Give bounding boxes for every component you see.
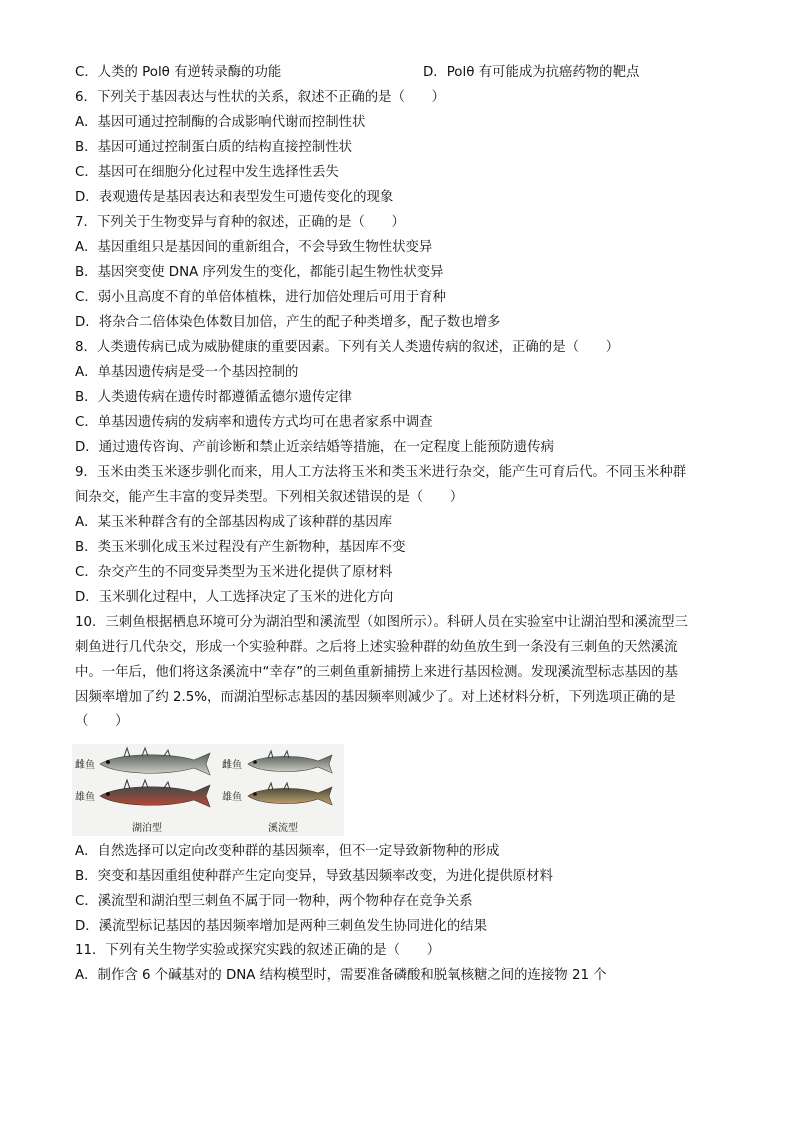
q10-option-a: A．自然选择可以定向改变种群的基因频率，但不一定导致新物种的形成 [75, 844, 500, 859]
q10-option-d: D．溪流型标记基因的基因频率增加是两种三刺鱼发生协同进化的结果 [75, 919, 488, 934]
q7-option-d: D．将杂合二倍体染色体数目加倍，产生的配子种类增多，配子数也增多 [75, 315, 501, 330]
q6-stem: 6．下列关于基因表达与性状的关系，叙述不正确的是（ ） [75, 90, 446, 105]
q8-option-a: A．单基因遗传病是受一个基因控制的 [75, 365, 299, 380]
stream-male-label: 雄鱼 [222, 792, 242, 803]
q7-option-c: C．弱小且高度不育的单倍体植株，进行加倍处理后可用于育种 [75, 290, 446, 305]
q10-option-b: B．突变和基因重组使种群产生定向变异，导致基因频率改变，为进化提供原材料 [75, 869, 553, 884]
lake-type-caption: 湖泊型 [132, 823, 162, 834]
lake-female-label: 雌鱼 [75, 760, 95, 771]
stickleback-figure [72, 744, 344, 836]
q9-option-b: B．类玉米驯化成玉米过程没有产生新物种，基因库不变 [75, 540, 406, 555]
q5-option-c: C．人类的 Polθ 有逆转录酶的功能 [75, 65, 282, 80]
q7-stem: 7．下列关于生物变异与育种的叙述，正确的是（ ） [75, 215, 405, 230]
q9-stem-line2: 间杂交，能产生丰富的变异类型。下列相关叙述错误的是（ ） [75, 490, 464, 505]
q6-option-a: A．基因可通过控制酶的合成影响代谢而控制性状 [75, 115, 366, 130]
q10-stem-line4: 因频率增加了约 2.5%，而湖泊型标志基因的基因频率则减少了。对上述材料分析，下列选项正确的是 [75, 690, 676, 705]
q6-option-c: C．基因可在细胞分化过程中发生选择性丢失 [75, 165, 339, 180]
q8-option-c: C．单基因遗传病的发病率和遗传方式均可在患者家系中调查 [75, 415, 433, 430]
q6-option-d: D．表观遗传是基因表达和表型发生可遗传变化的现象 [75, 190, 394, 205]
stream-female-label: 雌鱼 [222, 760, 242, 771]
q10-stem-line5: （ ） [75, 714, 129, 729]
q8-stem: 8．人类遗传病已成为威胁健康的重要因素。下列有关人类遗传病的叙述，正确的是（ ） [75, 340, 620, 355]
q10-stem-line2: 刺鱼进行几代杂交，形成一个实验种群。之后将上述实验种群的幼鱼放生到一条没有三刺鱼的天然溪流 [75, 640, 678, 655]
q10-stem-line1: 10．三刺鱼根据栖息环境可分为湖泊型和溪流型（如图所示）。科研人员在实验室中让湖泊型和溪流型三 [75, 615, 688, 630]
q8-option-b: B．人类遗传病在遗传时都遵循孟德尔遗传定律 [75, 390, 352, 405]
q11-option-a: A．制作含 6 个碱基对的 DNA 结构模型时，需要准备磷酸和脱氧核糖之间的连接物 21 个 [75, 968, 607, 983]
q9-stem-line1: 9．玉米由类玉米逐步驯化而来，用人工方法将玉米和类玉米进行杂交，能产生可育后代。不同玉米种群 [75, 465, 687, 480]
q9-option-d: D．玉米驯化过程中，人工选择决定了玉米的进化方向 [75, 590, 394, 605]
q7-option-b: B．基因突变使 DNA 序列发生的变化，都能引起生物性状变异 [75, 265, 444, 280]
q8-option-d: D．通过遗传咨询、产前诊断和禁止近亲结婚等措施，在一定程度上能预防遗传病 [75, 440, 554, 455]
q9-option-c: C．杂交产生的不同变异类型为玉米进化提供了原材料 [75, 565, 393, 580]
lake-male-label: 雄鱼 [75, 792, 95, 803]
q11-stem: 11．下列有关生物学实验或探究实践的叙述正确的是（ ） [75, 943, 441, 958]
q7-option-a: A．基因重组只是基因间的重新组合，不会导致生物性状变异 [75, 240, 433, 255]
stream-type-caption: 溪流型 [268, 823, 298, 834]
q5-option-d: D．Polθ 有可能成为抗癌药物的靶点 [423, 65, 640, 80]
q9-option-a: A．某玉米种群含有的全部基因构成了该种群的基因库 [75, 515, 393, 530]
q6-option-b: B．基因可通过控制蛋白质的结构直接控制性状 [75, 140, 352, 155]
q10-stem-line3: 中。一年后，他们将这条溪流中“幸存”的三刺鱼重新捕捞上来进行基因检测。发现溪流型标志基因的基 [75, 665, 679, 680]
q10-option-c: C．溪流型和湖泊型三刺鱼不属于同一物种，两个物种存在竞争关系 [75, 894, 473, 909]
